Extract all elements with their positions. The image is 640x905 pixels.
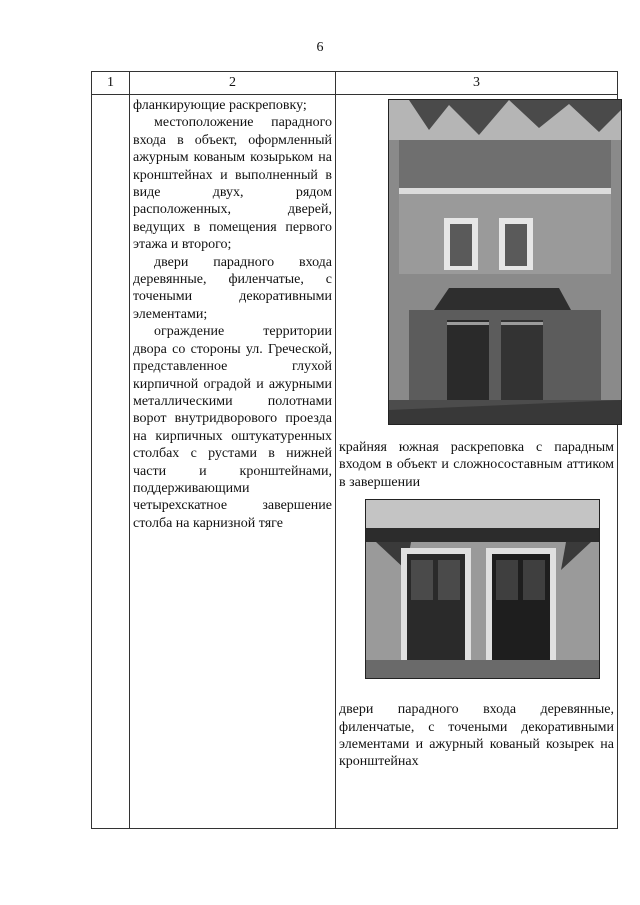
document-table: [91, 71, 618, 829]
header-col-3: 3: [336, 72, 618, 95]
col-1-cell: [92, 95, 130, 829]
table-body-row: [92, 95, 618, 829]
description-paragraph-1: фланкирующие раскреповку;: [133, 98, 307, 113]
header-col-2: 2: [130, 72, 336, 95]
col-3-cell: [336, 95, 618, 829]
description-text: [130, 95, 335, 532]
description-paragraph-2: местоположение парадного входа в объект, оформленный ажурным кованым козырьком на кронштейнах и выполненный в виде двух, рядом расположенных, дверей, ведущих в помещения первого этажа и второго;: [133, 115, 332, 253]
entrance-doors-photo-caption: двери парадного входа деревянные, филенчатые, с точеными декоративными элементами и ажурный кованый козырек на кронштейнах: [339, 702, 614, 770]
facade-photo-caption: крайняя южная раскреповка с парадным входом в объект и сложносоставным аттиком в завершении: [339, 440, 614, 490]
description-paragraph-3: двери парадного входа деревянные, филенчатые, с точеными декоративными элементами;: [133, 254, 332, 322]
description-paragraph-4: ограждение территории двора со стороны ул. Греческой, представленное глухой кирпичной оградой и ажурными металлическими полотнами ворот внутридворового проезда на кирпичных оштукатуренных столбах с рустами в нижней части и кронштейнами, поддерживающими четырехскатное завершение столба на карнизной тяге: [133, 324, 332, 531]
entrance-doors-photo: [365, 499, 600, 679]
facade-photo: [388, 99, 622, 425]
page-number: 6: [316, 40, 324, 55]
header-col-1: 1: [92, 72, 130, 95]
table-header-row: [92, 72, 618, 95]
col-2-cell: [130, 95, 336, 829]
